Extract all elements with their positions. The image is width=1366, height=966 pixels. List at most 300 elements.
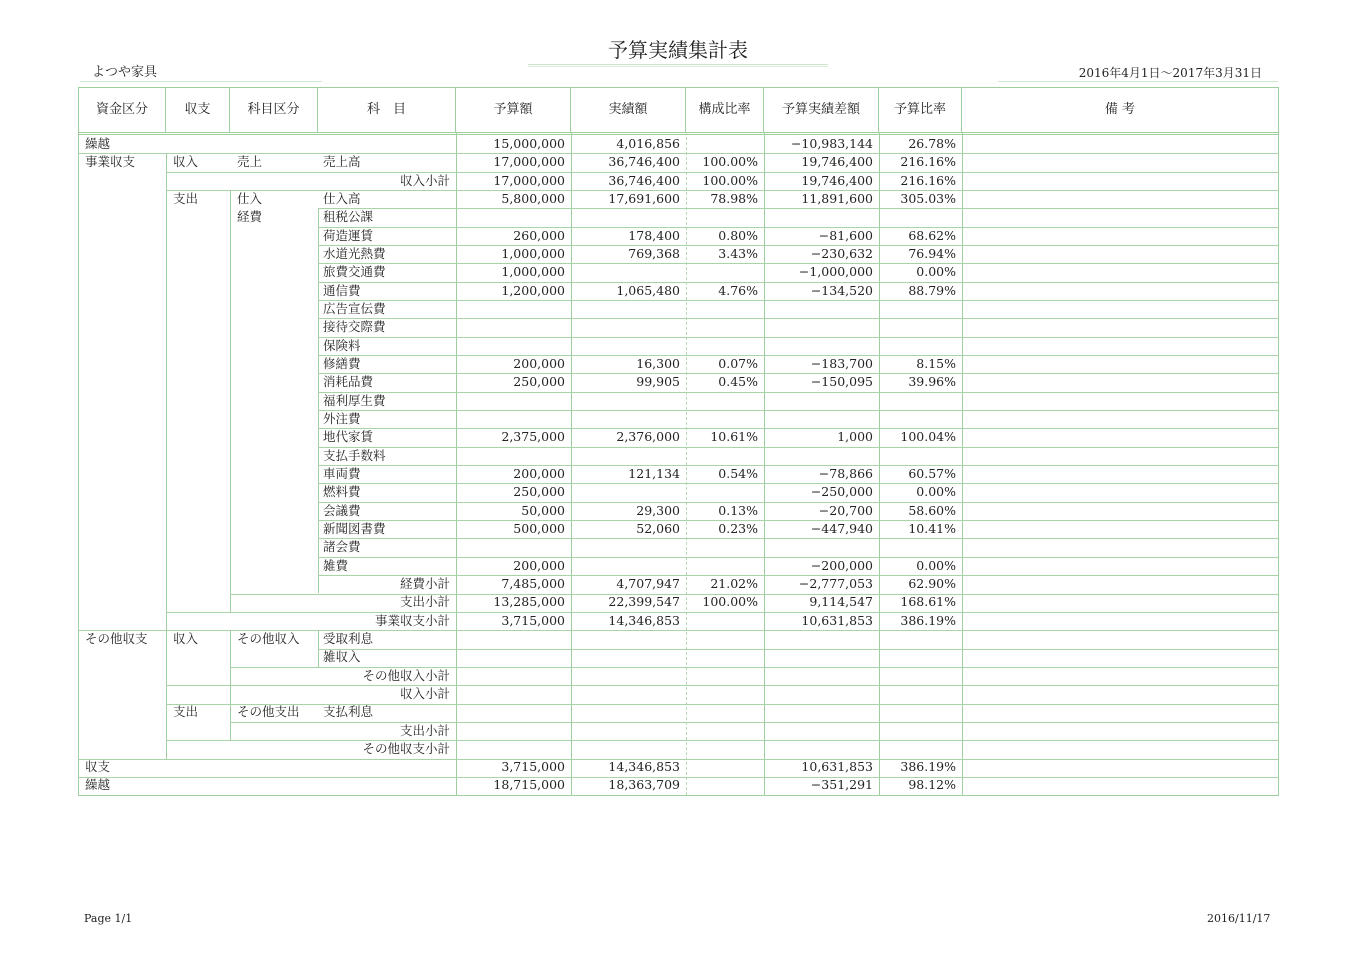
category-cell xyxy=(230,392,318,410)
subtotal-label xyxy=(318,227,456,245)
note-cell xyxy=(962,538,1278,556)
ratio-cell xyxy=(686,483,764,501)
subtotal-label xyxy=(318,428,456,446)
budget-cell xyxy=(456,337,571,355)
header-diff: 予算実績差額 xyxy=(764,88,879,132)
budget-cell: 200,000 xyxy=(513,355,565,371)
actual-cell xyxy=(571,263,686,281)
subtotal-label xyxy=(318,630,456,648)
ratio-cell xyxy=(686,612,764,630)
grid-line xyxy=(166,740,1278,741)
budget-cell: 17,000,000 xyxy=(493,154,565,170)
diff-cell: 1,000 xyxy=(837,429,873,445)
kind-cell xyxy=(166,282,230,300)
section-cell xyxy=(79,648,166,666)
page-number: Page 1/1 xyxy=(84,912,133,925)
ratio-cell xyxy=(686,630,764,648)
budget-cell: 200,000 xyxy=(513,557,565,573)
section-cell xyxy=(79,208,166,226)
budget-rate-cell xyxy=(879,300,962,318)
table-row xyxy=(79,722,1278,740)
ratio-cell xyxy=(686,208,764,226)
budget-rate-cell: 10.41% xyxy=(908,520,956,536)
kind-cell xyxy=(166,520,230,538)
note-cell xyxy=(962,392,1278,410)
kind-cell: 支出 xyxy=(173,704,199,720)
diff-cell: −20,700 xyxy=(818,502,873,518)
note-cell xyxy=(962,575,1278,593)
subtotal-label: 支出小計 xyxy=(399,722,450,738)
item-cell: 会議費 xyxy=(323,502,361,518)
section-cell: 事業収支 xyxy=(85,154,136,170)
table-row xyxy=(79,703,1278,721)
budget-rate-cell xyxy=(879,337,962,355)
subtotal-label xyxy=(318,245,456,263)
diff-cell: −250,000 xyxy=(810,484,873,500)
budget-cell: 50,000 xyxy=(521,502,565,518)
header-item: 科 目 xyxy=(318,88,456,132)
section-cell xyxy=(79,392,166,410)
ratio-cell xyxy=(686,722,764,740)
category-cell xyxy=(230,337,318,355)
ratio-cell xyxy=(686,318,764,336)
diff-cell: −200,000 xyxy=(810,557,873,573)
note-cell xyxy=(962,190,1278,208)
budget-cell xyxy=(456,648,571,666)
table-row xyxy=(79,502,1278,520)
item-cell: 雑費 xyxy=(323,557,349,573)
note-cell xyxy=(962,776,1278,794)
budget-rate-cell xyxy=(879,648,962,666)
note-cell xyxy=(962,428,1278,446)
table-row xyxy=(79,135,1278,153)
table-row xyxy=(79,337,1278,355)
subtotal-label xyxy=(318,208,456,226)
table-row xyxy=(79,648,1278,666)
category-cell xyxy=(230,520,318,538)
ratio-cell xyxy=(686,557,764,575)
table-row xyxy=(79,740,1278,758)
diff-cell xyxy=(764,630,879,648)
ratio-cell: 4.76% xyxy=(718,282,758,298)
budget-rate-cell: 58.60% xyxy=(908,502,956,518)
category-cell: その他支出 xyxy=(237,704,300,720)
note-cell xyxy=(962,245,1278,263)
section-cell xyxy=(79,722,166,740)
ratio-cell: 0.23% xyxy=(718,520,758,536)
diff-cell xyxy=(764,722,879,740)
subtotal-label xyxy=(318,337,456,355)
section-cell xyxy=(79,502,166,520)
diff-cell xyxy=(764,318,879,336)
kind-cell xyxy=(166,135,230,153)
subtotal-label: その他収入小計 xyxy=(362,667,450,683)
budget-cell: 2,375,000 xyxy=(501,429,565,445)
grid-line xyxy=(318,538,1278,539)
table-row xyxy=(79,758,1278,776)
section-cell xyxy=(79,227,166,245)
kind-cell xyxy=(166,447,230,465)
ratio-cell xyxy=(686,703,764,721)
note-cell xyxy=(962,758,1278,776)
kind-cell xyxy=(166,355,230,373)
grid-line xyxy=(318,337,1278,338)
subtotal-label xyxy=(318,282,456,300)
budget-cell xyxy=(456,538,571,556)
note-cell xyxy=(962,630,1278,648)
table-row xyxy=(79,667,1278,685)
actual-cell xyxy=(571,538,686,556)
kind-cell: 支出 xyxy=(173,190,199,206)
table-row xyxy=(79,208,1278,226)
table-row xyxy=(79,465,1278,483)
section-cell xyxy=(79,373,166,391)
table-row xyxy=(79,373,1278,391)
kind-cell xyxy=(166,318,230,336)
note-cell xyxy=(962,520,1278,538)
subtotal-label xyxy=(318,190,456,208)
category-cell xyxy=(230,410,318,428)
note-cell xyxy=(962,282,1278,300)
budget-cell xyxy=(456,392,571,410)
ratio-cell: 100.00% xyxy=(702,172,758,188)
subtotal-label xyxy=(318,703,456,721)
grid-line xyxy=(686,132,687,795)
budget-cell: 13,285,000 xyxy=(493,594,565,610)
budget-cell: 3,715,000 xyxy=(501,612,565,628)
item-cell: 広告宣伝費 xyxy=(323,300,386,316)
note-cell xyxy=(962,667,1278,685)
actual-cell xyxy=(571,648,686,666)
budget-cell: 260,000 xyxy=(513,227,565,243)
ratio-cell xyxy=(686,667,764,685)
actual-cell xyxy=(571,318,686,336)
kind-cell xyxy=(166,538,230,556)
grid-line xyxy=(456,132,457,795)
grid-line xyxy=(166,704,1278,705)
grid-line xyxy=(166,153,167,630)
category-cell xyxy=(230,648,318,666)
grid-line xyxy=(79,153,1278,154)
budget-rate-cell xyxy=(879,392,962,410)
section-cell xyxy=(79,483,166,501)
note-cell xyxy=(962,593,1278,611)
budget-cell xyxy=(456,667,571,685)
item-cell: 雑収入 xyxy=(323,649,361,665)
section-cell xyxy=(79,190,166,208)
item-cell: 通信費 xyxy=(323,282,361,298)
actual-cell: 36,746,400 xyxy=(608,172,680,188)
budget-rate-cell xyxy=(879,410,962,428)
subtotal-label xyxy=(318,520,456,538)
table-row xyxy=(79,538,1278,556)
table-header xyxy=(79,88,1278,135)
budget-rate-cell: 8.15% xyxy=(916,355,956,371)
ratio-cell xyxy=(686,263,764,281)
actual-cell xyxy=(571,685,686,703)
section-cell: 繰越 xyxy=(85,777,111,793)
item-cell: 保険料 xyxy=(323,337,361,353)
note-cell xyxy=(962,740,1278,758)
grid-line xyxy=(318,502,1278,503)
item-cell: 売上高 xyxy=(323,154,361,170)
budget-cell xyxy=(456,630,571,648)
actual-cell: 2,376,000 xyxy=(616,429,680,445)
item-cell: 租税公課 xyxy=(323,209,374,225)
subtotal-label xyxy=(318,465,456,483)
diff-cell: −183,700 xyxy=(810,355,873,371)
grid-line xyxy=(318,557,1278,558)
kind-cell xyxy=(166,667,230,685)
diff-cell xyxy=(764,337,879,355)
kind-cell xyxy=(166,557,230,575)
budget-cell xyxy=(456,722,571,740)
category-cell xyxy=(230,300,318,318)
table-row xyxy=(79,355,1278,373)
diff-cell: 10,631,853 xyxy=(801,612,873,628)
category-cell xyxy=(230,667,318,685)
budget-rate-cell: 216.16% xyxy=(900,154,956,170)
budget-rate-cell xyxy=(879,318,962,336)
table-row xyxy=(79,282,1278,300)
grid-line xyxy=(962,132,963,795)
item-cell: 修繕費 xyxy=(323,355,361,371)
category-cell xyxy=(230,447,318,465)
budget-rate-cell: 68.62% xyxy=(908,227,956,243)
table-row xyxy=(79,190,1278,208)
kind-cell xyxy=(166,776,230,794)
diff-cell xyxy=(764,208,879,226)
category-cell xyxy=(230,557,318,575)
section-cell xyxy=(79,428,166,446)
header-category: 科目区分 xyxy=(230,88,318,132)
grid-line xyxy=(79,759,1278,760)
subtotal-label xyxy=(318,135,456,153)
budget-cell: 5,800,000 xyxy=(501,190,565,206)
budget-rate-cell: 60.57% xyxy=(908,465,956,481)
section-cell xyxy=(79,703,166,721)
item-cell: 受取利息 xyxy=(323,630,374,646)
ratio-cell xyxy=(686,300,764,318)
grid-line xyxy=(318,282,1278,283)
note-cell xyxy=(962,227,1278,245)
actual-cell xyxy=(571,392,686,410)
budget-cell xyxy=(456,740,571,758)
category-cell xyxy=(230,245,318,263)
note-cell xyxy=(962,300,1278,318)
kind-cell xyxy=(166,245,230,263)
kind-cell xyxy=(166,758,230,776)
subtotal-label xyxy=(318,410,456,428)
table-row xyxy=(79,392,1278,410)
subtotal-label xyxy=(318,355,456,373)
budget-rate-cell: 386.19% xyxy=(900,612,956,628)
note-cell xyxy=(962,153,1278,171)
subtotal-label: 事業収支小計 xyxy=(374,612,450,628)
diff-cell xyxy=(764,740,879,758)
grid-line xyxy=(318,428,1278,429)
category-cell xyxy=(230,227,318,245)
header-note: 備 考 xyxy=(1104,102,1136,117)
note-cell xyxy=(962,557,1278,575)
grid-line xyxy=(230,594,1278,595)
diff-cell xyxy=(764,648,879,666)
note-cell xyxy=(962,135,1278,153)
section-cell xyxy=(79,300,166,318)
actual-cell: 14,346,853 xyxy=(608,759,680,775)
kind-cell xyxy=(166,685,230,703)
budget-cell: 250,000 xyxy=(513,484,565,500)
budget-cell: 18,715,000 xyxy=(493,777,565,793)
subtotal-label xyxy=(318,557,456,575)
subtotal-label: 支出小計 xyxy=(399,594,450,610)
ratio-cell xyxy=(686,776,764,794)
actual-cell: 17,691,600 xyxy=(608,190,680,206)
section-cell xyxy=(79,520,166,538)
note-cell xyxy=(962,722,1278,740)
category-cell xyxy=(230,282,318,300)
ratio-cell xyxy=(686,135,764,153)
ratio-cell: 0.07% xyxy=(718,355,758,371)
note-cell xyxy=(962,703,1278,721)
diff-cell xyxy=(764,300,879,318)
note-cell xyxy=(962,447,1278,465)
budget-cell: 200,000 xyxy=(513,465,565,481)
kind-cell xyxy=(166,575,230,593)
actual-cell xyxy=(571,703,686,721)
kind-cell xyxy=(166,612,230,630)
item-cell: 地代家賃 xyxy=(323,429,374,445)
item-cell: 福利厚生費 xyxy=(323,392,386,408)
diff-cell: 9,114,547 xyxy=(809,594,873,610)
diff-cell: 10,631,853 xyxy=(801,759,873,775)
section-cell xyxy=(79,575,166,593)
ratio-cell: 100.00% xyxy=(702,594,758,610)
actual-cell: 14,346,853 xyxy=(608,612,680,628)
table-row xyxy=(79,575,1278,593)
subtotal-label xyxy=(318,648,456,666)
actual-cell xyxy=(571,667,686,685)
section-cell: 繰越 xyxy=(85,136,111,151)
actual-cell xyxy=(571,410,686,428)
item-cell: 消耗品費 xyxy=(323,374,374,390)
budget-cell xyxy=(456,410,571,428)
section-cell xyxy=(79,172,166,190)
category-cell xyxy=(230,612,318,630)
grid-line xyxy=(764,132,765,795)
report-title: 予算実績集計表 xyxy=(528,36,828,65)
table-row xyxy=(79,593,1278,611)
kind-cell xyxy=(166,483,230,501)
grid-line xyxy=(318,245,1278,246)
table-row xyxy=(79,153,1278,171)
budget-rate-cell xyxy=(879,538,962,556)
diff-cell: −134,520 xyxy=(810,282,873,298)
subtotal-label: 収入小計 xyxy=(399,685,450,701)
category-cell xyxy=(230,135,318,153)
grid-line xyxy=(79,777,1278,778)
budget-cell xyxy=(456,703,571,721)
subtotal-label xyxy=(318,483,456,501)
item-cell: 車両費 xyxy=(323,465,361,481)
budget-rate-cell xyxy=(879,685,962,703)
note-cell xyxy=(962,172,1278,190)
ratio-cell: 0.80% xyxy=(718,227,758,243)
kind-cell xyxy=(166,373,230,391)
kind-cell xyxy=(166,648,230,666)
header-section: 資金区分 xyxy=(79,88,166,132)
ratio-cell: 78.98% xyxy=(710,190,758,206)
grid-line xyxy=(571,132,572,795)
grid-line xyxy=(318,263,1278,264)
header-ratio: 構成比率 xyxy=(686,88,764,132)
kind-cell xyxy=(166,300,230,318)
note-cell xyxy=(962,502,1278,520)
grid-line xyxy=(318,300,1278,301)
grid-line xyxy=(79,630,1278,631)
diff-cell: −78,866 xyxy=(818,465,873,481)
kind-cell xyxy=(166,502,230,520)
note-cell xyxy=(962,263,1278,281)
kind-cell: 収入 xyxy=(173,154,199,170)
diff-cell: −1,000,000 xyxy=(798,264,873,280)
grid-line xyxy=(318,373,1278,374)
budget-rate-cell xyxy=(879,740,962,758)
category-cell xyxy=(230,758,318,776)
item-cell: 燃料費 xyxy=(323,484,361,500)
actual-cell xyxy=(571,722,686,740)
category-cell: 経費 xyxy=(237,209,263,225)
category-cell xyxy=(230,172,318,190)
budget-rate-cell: 26.78% xyxy=(908,136,956,151)
subtotal-label xyxy=(318,758,456,776)
budget-cell xyxy=(456,208,571,226)
note-cell xyxy=(962,465,1278,483)
budget-rate-cell xyxy=(879,630,962,648)
actual-cell xyxy=(571,483,686,501)
grid-line xyxy=(230,667,1278,668)
budget-rate-cell: 98.12% xyxy=(908,777,956,793)
header-budget-rate: 予算比率 xyxy=(879,88,962,132)
section-cell xyxy=(79,318,166,336)
budget-rate-cell: 305.03% xyxy=(900,190,956,206)
diff-cell: −351,291 xyxy=(810,777,873,793)
diff-cell xyxy=(764,447,879,465)
grid-line xyxy=(318,649,1278,650)
ratio-cell xyxy=(686,740,764,758)
diff-cell: −230,632 xyxy=(810,245,873,261)
diff-cell: −10,983,144 xyxy=(790,136,873,151)
diff-cell xyxy=(764,703,879,721)
print-date: 2016/11/17 xyxy=(1207,912,1271,925)
budget-rate-cell xyxy=(879,667,962,685)
company-name: よつや家具 xyxy=(80,64,322,82)
category-cell xyxy=(230,740,318,758)
table-row xyxy=(79,520,1278,538)
grid-line xyxy=(230,190,231,612)
diff-cell: −2,777,053 xyxy=(798,575,873,591)
subtotal-label xyxy=(318,300,456,318)
kind-cell xyxy=(166,465,230,483)
note-cell xyxy=(962,685,1278,703)
grid-line xyxy=(879,132,880,795)
budget-cell xyxy=(456,318,571,336)
budget-actual-table xyxy=(78,87,1279,796)
kind-cell: 収入 xyxy=(173,630,199,646)
actual-cell: 769,368 xyxy=(628,245,680,261)
diff-cell xyxy=(764,685,879,703)
ratio-cell xyxy=(686,538,764,556)
